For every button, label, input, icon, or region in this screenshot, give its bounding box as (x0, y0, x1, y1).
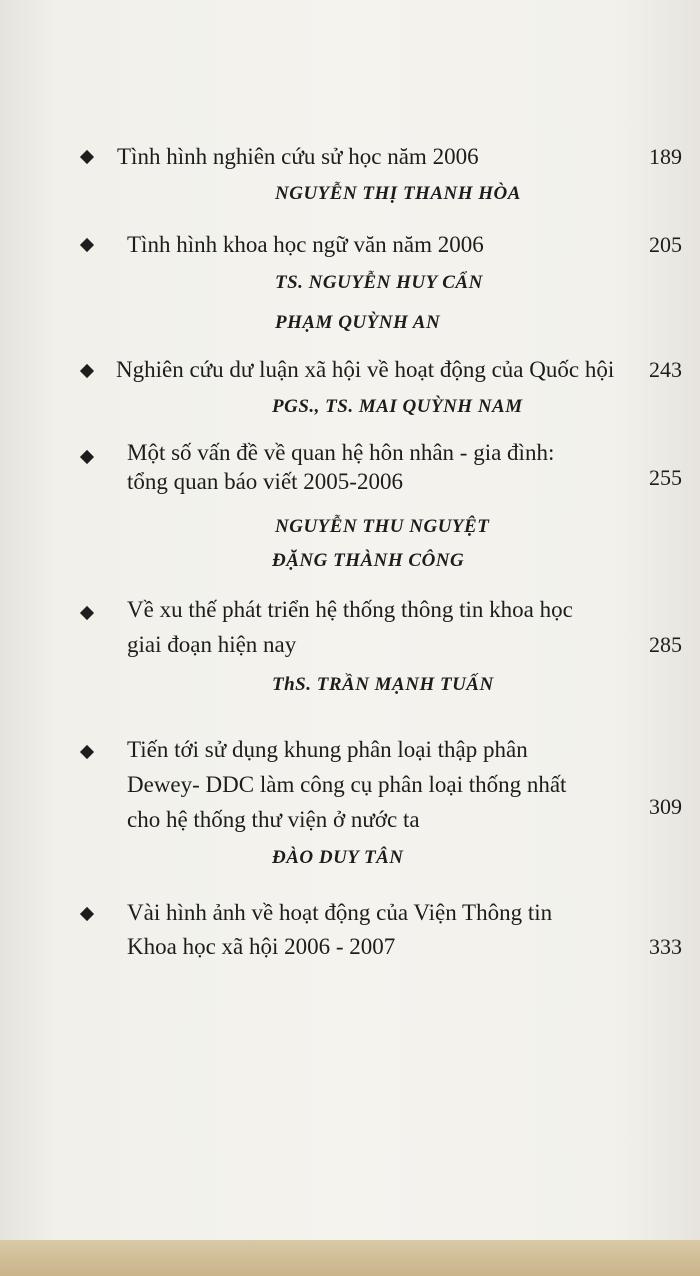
toc-entry-title: Vài hình ảnh về hoạt động của Viện Thông tin (127, 900, 553, 925)
page-bottom-edge (0, 1240, 700, 1276)
bullet-icon (80, 450, 94, 464)
toc-author: PGS., TS. MAI QUỲNH NAM (272, 396, 523, 417)
toc-page-number: 205 (649, 232, 682, 257)
toc-entry-title: Tình hình khoa học ngữ văn năm 2006 (127, 232, 484, 257)
toc-author: ĐÀO DUY TÂN (272, 847, 404, 868)
toc-entry-title: Tiến tới sử dụng khung phân loại thập phân (127, 737, 528, 762)
toc-entry-title: Nghiên cứu dư luận xã hội về hoạt động của Quốc hội (116, 357, 615, 382)
toc-entry-title: Dewey- DDC làm công cụ phân loại thống nhất (127, 772, 567, 797)
toc-page-number: 243 (649, 357, 682, 382)
toc-entry-title: Tình hình nghiên cứu sử học năm 2006 (117, 144, 479, 169)
bullet-icon (80, 150, 94, 164)
toc-page-number: 309 (649, 794, 682, 819)
toc-entry-title: tổng quan báo viết 2005-2006 (127, 469, 403, 494)
toc-entry-title: Khoa học xã hội 2006 - 2007 (127, 934, 396, 959)
toc-author: NGUYỄN THU NGUYỆT (275, 516, 490, 537)
toc-entry-title: Về xu thế phát triển hệ thống thông tin khoa học (127, 597, 573, 622)
bullet-icon (80, 364, 94, 378)
toc-author: NGUYỄN THỊ THANH HÒA (275, 183, 521, 204)
toc-entry-title: giai đoạn hiện nay (127, 632, 297, 657)
bullet-icon (80, 606, 94, 620)
toc-entry-title: cho hệ thống thư viện ở nước ta (127, 807, 420, 832)
bullet-icon (80, 907, 94, 921)
toc-page-number: 255 (649, 465, 682, 490)
toc-page-number: 189 (649, 144, 682, 169)
toc-author: ĐẶNG THÀNH CÔNG (272, 550, 465, 571)
toc-author: PHẠM QUỲNH AN (275, 312, 441, 333)
toc-author: TS. NGUYỄN HUY CẨN (275, 272, 483, 293)
bullet-icon (80, 238, 94, 252)
toc-entry-title: Một số vấn đề về quan hệ hôn nhân - gia đình: (127, 440, 555, 465)
bullet-icon (80, 745, 94, 759)
toc-page-number: 285 (649, 632, 682, 657)
toc-author: ThS. TRẦN MẠNH TUẤN (272, 674, 494, 695)
toc-page-number: 333 (649, 934, 682, 959)
